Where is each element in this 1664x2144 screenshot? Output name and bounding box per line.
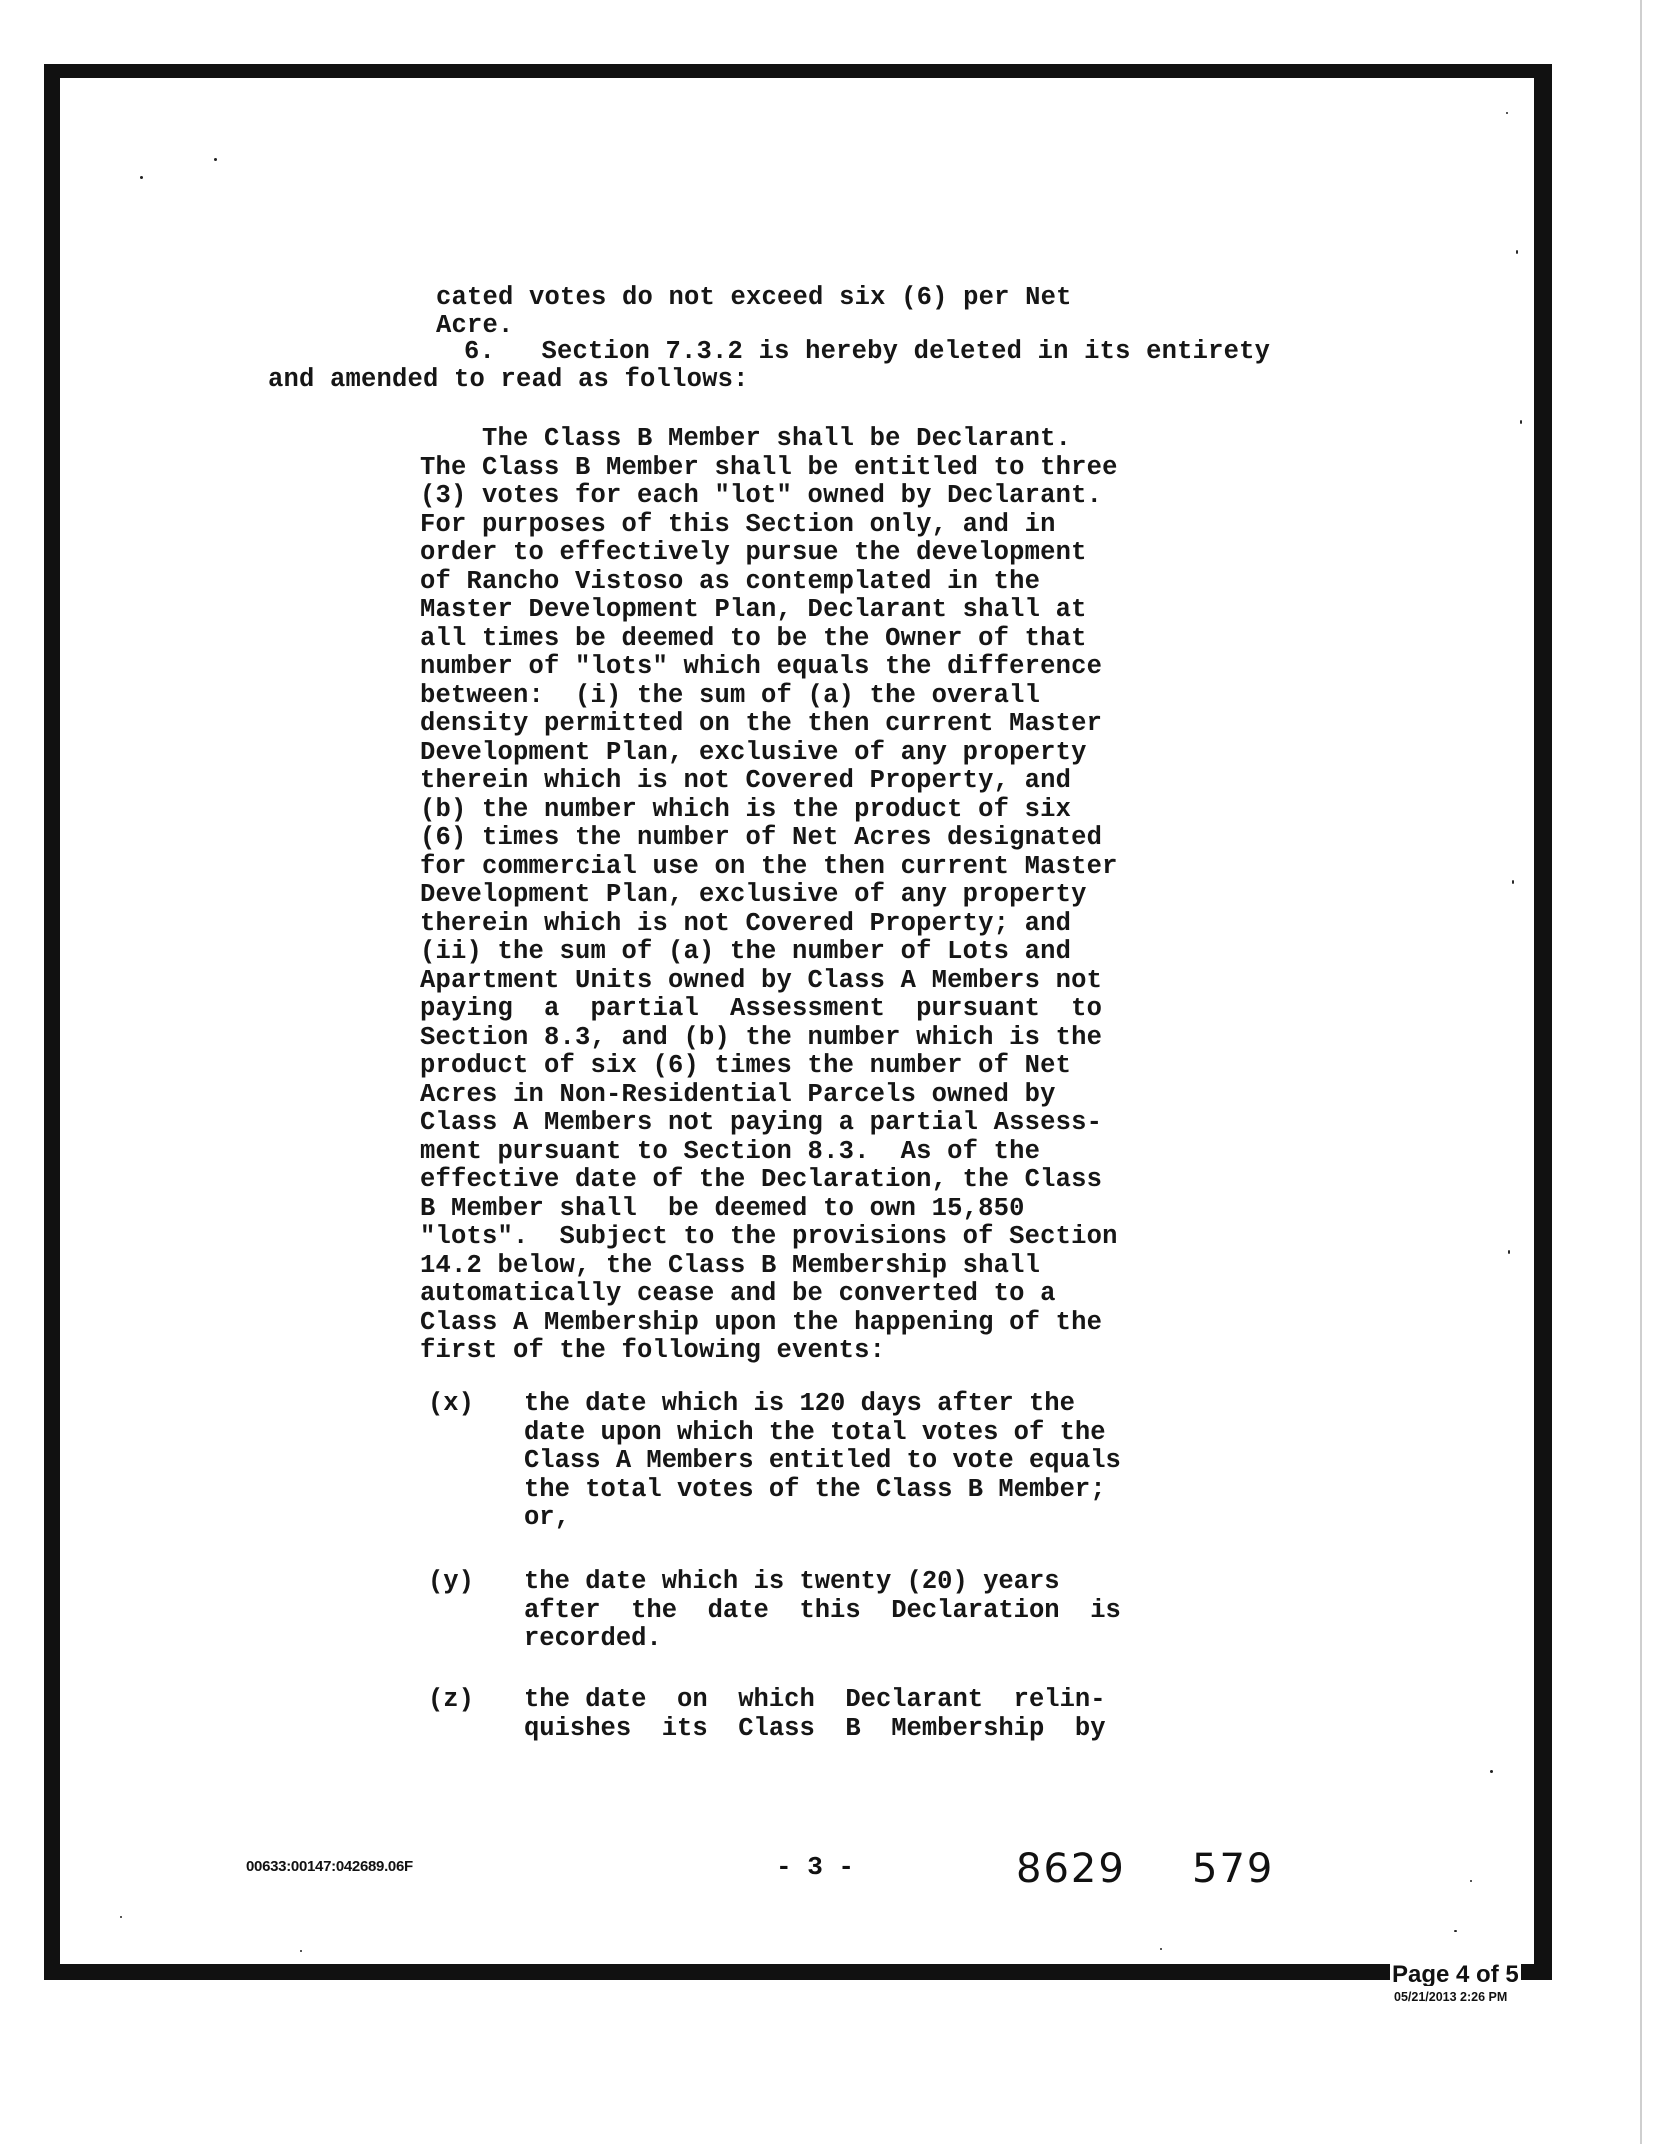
text-line: Master Development Plan, Declarant shall at [420, 595, 1087, 624]
text-line: therein which is not Covered Property; and [420, 908, 1072, 938]
text-line: the date on which Declarant relin- [524, 1685, 1106, 1714]
text-line: the total votes of the Class B Member; [524, 1474, 1106, 1504]
text-line: B Member shall be deemed to own 15,850 [420, 1193, 1025, 1223]
print-timestamp: 05/21/2013 2:26 PM [1394, 1990, 1508, 2004]
text-line: quishes its Class B Membership by [524, 1713, 1106, 1743]
text-line: Acre. [436, 311, 514, 340]
scan-speck [120, 1916, 122, 1918]
text-line: The Class B Member shall be Declarant. [420, 424, 1072, 453]
text-line: "lots". Subject to the provisions of Section [420, 1222, 1118, 1251]
section-6-second-line: and amended to read as follows: [268, 365, 749, 394]
text-line: Acres in Non-Residential Parcels owned by [420, 1079, 1056, 1109]
book-number: 8629 [1016, 1846, 1126, 1892]
section-text: Section 7.3.2 is hereby deleted in its entirety [541, 337, 1271, 366]
text-line: Class A Members not paying a partial Assess- [420, 1108, 1103, 1137]
scan-speck [140, 176, 143, 179]
text-line: all times be deemed to be the Owner of that [420, 623, 1087, 653]
section-6-heading-line [464, 338, 1270, 367]
amended-section-body [420, 425, 1118, 1366]
scan-speck [1490, 1770, 1493, 1773]
text-line: first of the following events: [420, 1336, 886, 1365]
scan-speck [1508, 1250, 1510, 1254]
text-line: automatically cease and be converted to a [420, 1279, 1056, 1308]
text-line: number of "lots" which equals the difference [420, 652, 1103, 681]
scan-speck [1470, 1880, 1472, 1882]
text-line: therein which is not Covered Property, and [420, 766, 1072, 795]
text-line: Class A Membership upon the happening of the [420, 1307, 1103, 1337]
list-item-text [524, 1686, 1106, 1743]
text-line: cated votes do not exceed six (6) per Net [436, 282, 1072, 312]
text-line: Class A Members entitled to vote equals [524, 1446, 1121, 1475]
text-line: after the date this Declaration is [524, 1595, 1121, 1625]
text-line: Apartment Units owned by Class A Members not [420, 965, 1103, 995]
scan-speck [1520, 420, 1522, 424]
list-item-text [524, 1390, 1121, 1533]
text-line: of Rancho Vistoso as contemplated in the [420, 566, 1041, 596]
text-line: (3) votes for each "lot" owned by Declarant. [420, 481, 1103, 510]
text-line: between: (i) the sum of (a) the overall [420, 680, 1041, 710]
document-code: 00633:00147:042689.06F [246, 1858, 413, 1875]
text-line: ment pursuant to Section 8.3. As of the [420, 1136, 1041, 1166]
page-number: - 3 - [776, 1852, 855, 1882]
text-line: the date which is twenty (20) years [524, 1567, 1060, 1596]
text-line: 14.2 below, the Class B Membership shall [420, 1250, 1041, 1280]
list-item-text [524, 1568, 1121, 1654]
text-line: date upon which the total votes of the [524, 1417, 1106, 1447]
text-line: order to effectively pursue the development [420, 538, 1087, 567]
section-number: 6. [464, 337, 496, 366]
text-line: Section 8.3, and (b) the number which is the [420, 1022, 1103, 1052]
text-line: paying a partial Assessment pursuant to [420, 994, 1103, 1023]
recording-page-number: 579 [1192, 1846, 1275, 1892]
text-line: For purposes of this Section only, and in [420, 509, 1056, 539]
scan-speck [1512, 880, 1514, 884]
right-edge-rule [1640, 0, 1642, 2144]
text-line: the date which is 120 days after the [524, 1389, 1075, 1418]
text-line: (6) times the number of Net Acres designated [420, 823, 1103, 852]
scan-speck [1160, 1948, 1162, 1950]
text-line: or, [524, 1503, 570, 1532]
text-line: (ii) the sum of (a) the number of Lots and [420, 937, 1072, 966]
list-item-label: (x) [428, 1389, 474, 1418]
list-item-label: (z) [428, 1685, 474, 1714]
text-line: recorded. [524, 1624, 662, 1653]
text-line: product of six (6) times the number of Net [420, 1051, 1072, 1080]
text-line: Development Plan, exclusive of any property [420, 880, 1087, 909]
text-line: Development Plan, exclusive of any property [420, 737, 1087, 767]
scan-speck [214, 158, 217, 161]
scan-speck [1506, 112, 1508, 114]
text-line: density permitted on the then current Master [420, 709, 1103, 738]
scan-speck [1516, 250, 1518, 254]
page-of-stamp: Page 4 of 5 [1392, 1964, 1519, 1986]
scan-speck [1454, 1930, 1457, 1932]
text-line: (b) the number which is the product of six [420, 794, 1072, 824]
text-line: for commercial use on the then current Master [420, 851, 1118, 881]
text-line: The Class B Member shall be entitled to three [420, 452, 1118, 482]
scan-speck [300, 1950, 302, 1952]
list-item-label: (y) [428, 1567, 474, 1596]
text-line: effective date of the Declaration, the Class [420, 1165, 1103, 1194]
